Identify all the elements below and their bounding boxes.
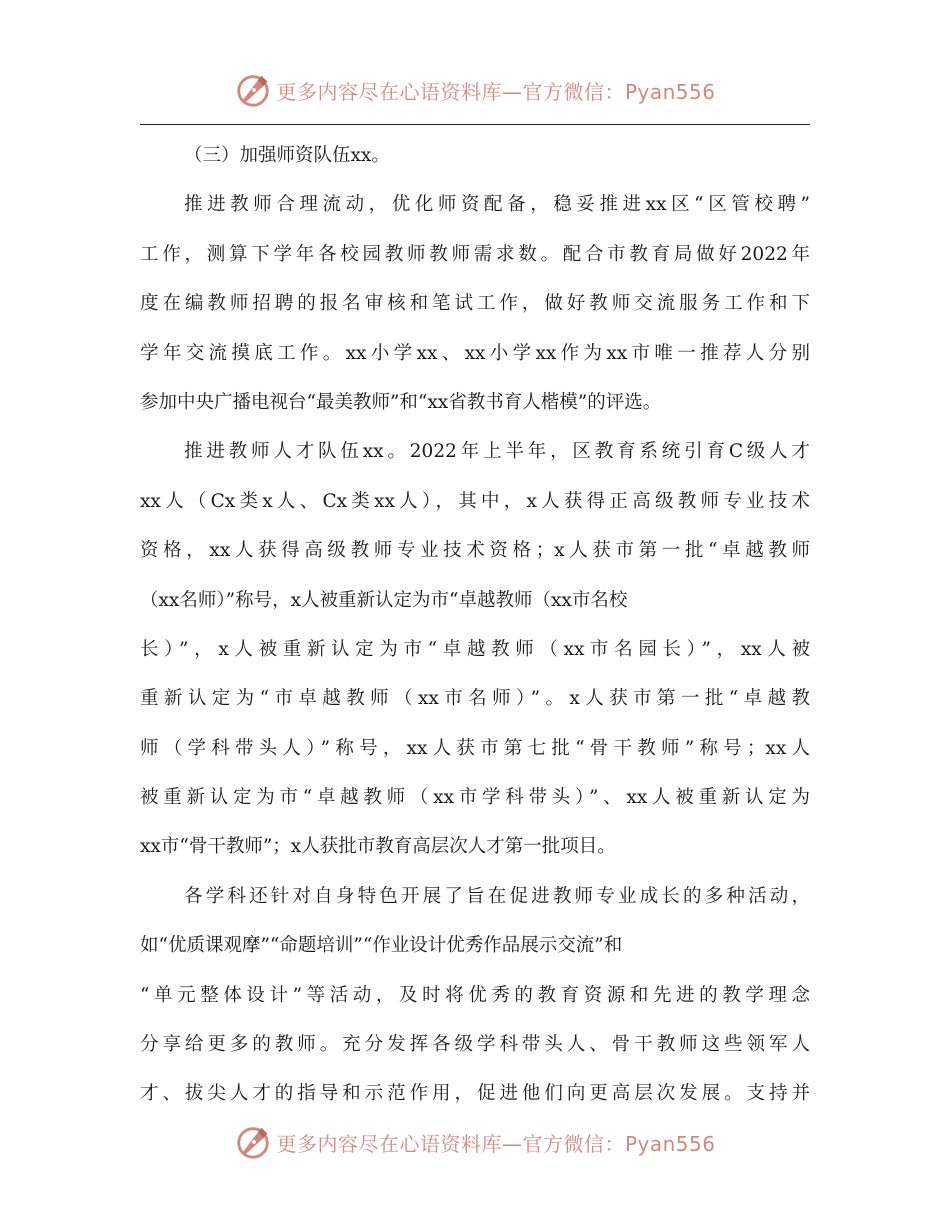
pen-nib-logo-icon [234,1123,272,1161]
pen-nib-logo-icon [234,71,272,109]
header-divider [140,124,810,125]
text-line: 分享给更多的教师。充分发挥各级学科带头人、骨干教师这些领军人 [140,1034,810,1056]
text-line: 长）”，x人被重新认定为市“卓越教师（xx市名园长）”，xx人被 [140,638,810,660]
document-body [140,131,810,1119]
text-line: xx人（Cx类x人、Cx类xx人），其中，x人获得正高级教师专业技术 [140,490,810,512]
text-line: 工作，测算下学年各校园教师教师需求数。配合市教育局做好2022年 [140,243,810,265]
paragraph-talent-team [140,427,810,872]
text-line: 才、拔尖人才的指导和示范作用，促进他们向更高层次发展。支持并 [140,1083,810,1105]
text-line: 重新认定为“市卓越教师（xx市名师）”。x人获市第一批“卓越教 [140,688,810,710]
text-line: 师（学科带头人）”称号，xx人获市第七批“骨干教师”称号；xx人 [140,737,810,759]
text-line: 各学科还针对自身特色开展了旨在促进教师专业成长的多种活动， [184,885,810,907]
text-line: （xx名师）”称号，x人被重新认定为市“卓越教师（xx市名校 [140,589,628,611]
text-line: 资格，xx人获得高级教师专业技术资格；x人获市第一批“卓越教师 [140,540,810,562]
header-banner [0,70,950,110]
section-heading [140,131,810,180]
footer-banner [0,1122,950,1162]
text-line: 学年交流摸底工作。xx小学xx、xx小学xx作为xx市唯一推荐人分别 [140,342,810,364]
text-line: （三）加强师资队伍xx。 [184,145,390,166]
text-line: 如“优质课观摩”“命题培训”“作业设计优秀作品展示交流”和 [140,935,623,957]
text-line: “单元整体设计”等活动，及时将优秀的教育资源和先进的教学理念 [140,984,810,1006]
text-line: 被重新认定为市“卓越教师（xx市学科带头）”、xx人被重新认定为 [140,787,810,809]
text-line: 参加中央广播电视台“最美教师”和“xx省教书育人楷模”的评选。 [140,391,662,413]
footer-banner-text: 更多内容尽在心语资料库—官方微信：Pyan556 [276,1131,716,1156]
text-line: 度在编教师招聘的报名审核和笔试工作，做好教师交流服务工作和下 [140,293,810,315]
text-line: 推进教师人才队伍xx。2022年上半年，区教育系统引育C级人才 [184,441,810,463]
paragraph-subject-activities [140,872,810,1119]
header-banner-text: 更多内容尽在心语资料库—官方微信：Pyan556 [276,79,716,104]
text-line: xx市“骨干教师”；x人获批市教育高层次人才第一批项目。 [140,836,616,858]
text-line: 推进教师合理流动，优化师资配备，稳妥推进xx区“区管校聘” [184,194,810,216]
paragraph-teacher-flow [140,180,810,427]
